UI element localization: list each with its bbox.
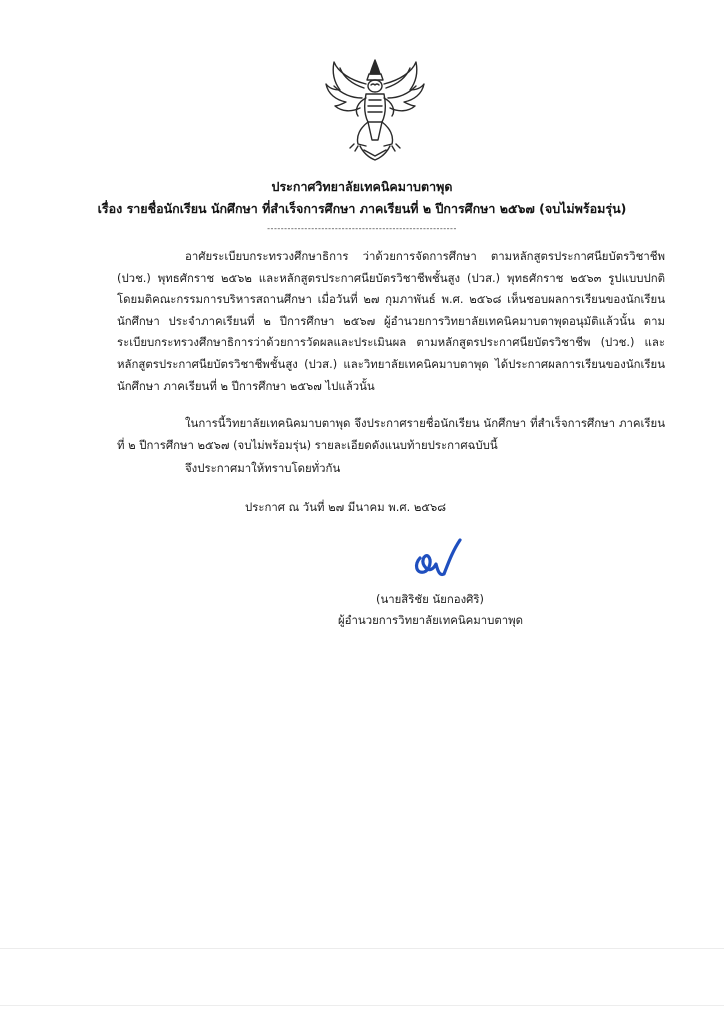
signatory-name: (นายสิริชัย นัยกองศิริ) [376,592,484,606]
body-paragraph-2: ในการนี้วิทยาลัยเทคนิคมาบตาพุด จึงประกาศรายชื่อนักเรียน นักศึกษา ที่สำเร็จการศึกษา ภาคเรียนที่ ๒ ปีการศึกษา ๒๕๖๗ (จบไม่พร้อมรุ่น) รายละเอียดดังแนบท้ายประกาศฉบับนี้ [117,416,665,452]
scan-edge-line [0,948,724,949]
divider: -------------------------------------------------------- [267,224,457,233]
page-title: ประกาศวิทยาลัยเทคนิคมาบตาพุด [271,179,453,194]
announcement-date: ประกาศ ณ วันที่ ๒๗ มีนาคม พ.ศ. ๒๕๖๘ [245,500,446,514]
scan-edge-line [0,1005,724,1006]
signatory-position: ผู้อำนวยการวิทยาลัยเทคนิคมาบตาพุด [338,613,524,627]
handwritten-signature-icon [410,534,468,584]
body-paragraph-1: อาศัยระเบียบกระทรวงศึกษาธิการ ว่าด้วยการจัดการศึกษา ตามหลักสูตรประกาศนียบัตรวิชาชีพ (ปวช.) พุทธศักราช ๒๕๖๒ และหลักสูตรประกาศนียบัตรวิชาชีพชั้นสูง (ปวส.) พุทธศักราช ๒๕๖๓ รูปแบบปกติ โดยมติคณะกรรมการบริหารสถานศึกษา เมื่อวันที่ ๒๗ กุมภาพันธ์ พ.ศ. ๒๕๖๘ เห็นชอบผลการเรียนของนักเรียน นักศึกษา ประจำภาคเรียนที่ ๒ ปีการศึกษา ๒๕๖๗ ผู้อำนวยการวิทยาลัยเทคนิคมาบตาพุดอนุมัติแล้วนั้น ตามระเบียบกระทรวงศึกษาธิการว่าด้วยการวัดผลและประเมินผล ตามหลักสูตรประกาศนียบัตรวิชาชีพ (ปวช.) และหลักสูตรประกาศนียบัตรวิชาชีพชั้นสูง (ปวส.) และวิทยาลัยเทคนิคมาบตาพุด ได้ประกาศผลการเรียนของนักเรียน นักศึกษา ภาคเรียนที่ ๒ ปีการศึกษา ๒๕๖๗ ไปแล้วนั้น [117,249,665,393]
garuda-emblem-icon [320,54,430,166]
body-paragraph-3: จึงประกาศมาให้ทราบโดยทั่วกัน [185,461,341,475]
subject-line: เรื่อง รายชื่อนักเรียน นักศึกษา ที่สำเร็จการศึกษา ภาคเรียนที่ ๒ ปีการศึกษา ๒๕๖๗ (จบไม่พร้อมรุ่น) [97,201,627,216]
